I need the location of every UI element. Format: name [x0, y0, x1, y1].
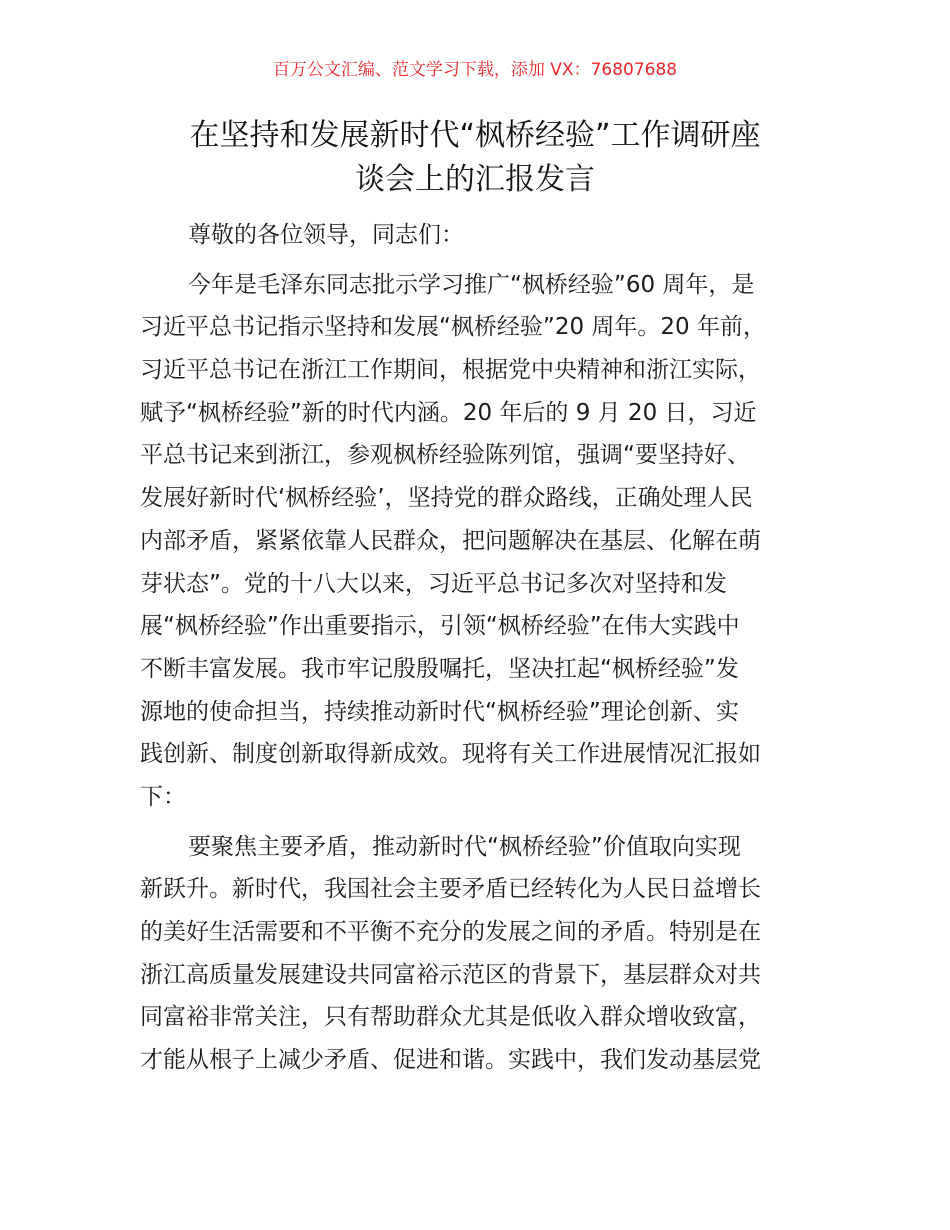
paragraph-line: 展“枫桥经验”作出重要指示，引领“枫桥经验”在伟大实践中 [140, 613, 740, 640]
paragraph-line: 习近平总书记在浙江工作期间，根据党中央精神和浙江实际， [140, 357, 761, 384]
paragraph-line: 赋予“枫桥经验”新的时代内涵。20 年后的 9 月 20 日，习近 [140, 399, 757, 426]
paragraph-line: 不断丰富发展。我市牢记殷殷嘱托，坚决扛起“枫桥经验”发 [140, 655, 739, 682]
paragraph-line: 发展好新时代‘枫桥经验’，坚持党的群众路线，正确处理人民 [140, 485, 753, 512]
paragraph-line: 新跃升。新时代，我国社会主要矛盾已经转化为人民日益增长 [140, 876, 761, 903]
paragraph-1 [140, 264, 812, 819]
paragraph-line: 的美好生活需要和不平衡不充分的发展之间的矛盾。特别是在 [140, 919, 761, 945]
document-body [140, 214, 812, 1082]
paragraph-line: 平总书记来到浙江，参观枫桥经验陈列馆，强调“要坚持好、 [140, 442, 750, 469]
paragraph-line: 内部矛盾，紧紧依靠人民群众，把问题解决在基层、化解在萌 [140, 527, 761, 554]
title-line: 谈会上的汇报发言 [355, 162, 595, 197]
paragraph-line: 源地的使命担当，持续推动新时代“枫桥经验”理论创新、实 [140, 698, 739, 725]
salutation [140, 214, 812, 257]
title-line: 在坚持和发展新时代“枫桥经验”工作调研座 [189, 118, 761, 153]
paragraph-line: 习近平总书记指示坚持和发展“枫桥经验”20 周年。20 年前， [140, 314, 766, 341]
paragraph-line: 今年是毛泽东同志批示学习推广“枫桥经验”60 周年，是 [188, 271, 755, 298]
salutation-text: 尊敬的各位领导，同志们： [188, 222, 464, 248]
page-title [140, 114, 810, 202]
paragraph-line: 同富裕非常关注，只有帮助群众尤其是低收入群众增收致富， [140, 1004, 761, 1031]
paragraph-line: 要聚焦主要矛盾，推动新时代“枫桥经验”价值取向实现 [188, 833, 741, 860]
header-note: 百万公文汇编、范文学习下载，添加 VX：76807688 [272, 60, 678, 80]
paragraph-line: 才能从根子上减少矛盾、促进和谐。实践中，我们发动基层党 [140, 1047, 761, 1074]
paragraph-line: 芽状态”。党的十八大以来，习近平总书记多次对坚持和发 [140, 570, 727, 597]
paragraph-line: 践创新、制度创新取得新成效。现将有关工作进展情况汇报如 [140, 741, 761, 768]
paragraph-2 [140, 826, 812, 1082]
paragraph-line: 浙江高质量发展建设共同富裕示范区的背景下，基层群众对共 [140, 961, 761, 988]
paragraph-line: 下： [140, 783, 186, 810]
